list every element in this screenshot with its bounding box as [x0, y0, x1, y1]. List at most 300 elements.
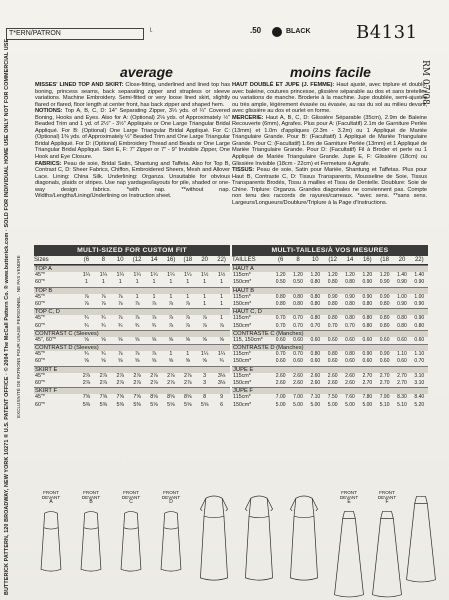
table-cell: 0.60 [293, 358, 303, 365]
table-cell: ⅝ [202, 336, 207, 343]
garment-sketch-icon [72, 506, 110, 600]
table-cell: 0.80 [293, 300, 303, 307]
table-cell: 1 [203, 279, 207, 286]
pattern-number: B4131 [356, 22, 418, 43]
table-cell: 2⅞ [167, 380, 175, 386]
table-cell: 5.00 [293, 401, 303, 408]
table-cell: 2⅞ [99, 372, 108, 379]
table-cell: 0.80 [345, 279, 355, 286]
table-cell: 0.80 [379, 300, 390, 307]
table-cell: 2⅞ [82, 372, 91, 379]
table-cell: 0.80 [310, 293, 321, 300]
sketch-line [407, 504, 436, 582]
table-cell: 1.20 [345, 272, 355, 279]
table-cell: 5⅝ [200, 401, 209, 408]
table-cell: ⅞ [101, 293, 106, 300]
fabric-width-label: 60"* [35, 322, 46, 329]
table-cell: 3.10 [414, 380, 425, 386]
table-cell: ¾ [84, 322, 89, 329]
table-cell: ⅝ [151, 358, 157, 365]
table-cell: 2⅞ [184, 380, 192, 386]
table-row [34, 323, 230, 330]
table-cell: 0.70 [275, 322, 286, 329]
size-header-cell: (6 [83, 257, 90, 263]
fabric-width-label: 150cm* [233, 279, 252, 286]
table-cell: 1.20 [362, 272, 373, 279]
table-row [232, 279, 428, 286]
table-body [34, 265, 230, 409]
table-cell: ⅝ [185, 336, 191, 343]
size-header-cell: 20 [398, 257, 406, 263]
table-group-name: CONTRAST D (Sleeves) [34, 344, 230, 351]
size-header-cell: 22) [217, 257, 226, 263]
table-cell: ⅞ [84, 300, 89, 307]
table-cell: ⅝ [185, 358, 191, 365]
table-row [232, 402, 428, 409]
view-devant-label: DEVANT [339, 495, 359, 500]
fabric-width-label: 115cm* [233, 272, 251, 279]
table-row [232, 380, 428, 387]
table-row [232, 394, 428, 401]
table-cell: ¾ [151, 322, 157, 329]
table-cell: 0.80 [345, 300, 355, 307]
sketch-line [343, 511, 356, 518]
table-row [34, 351, 230, 358]
garment-sketch-icon [195, 491, 233, 586]
table-cell: 0.60 [379, 358, 390, 365]
notions-paragraph: MERCERIE: Haut A, B, C, D: Glissière Séparable (35cm), 2.9m de Baleine Recouverte (6mm), Agrafes. Plus pour A: (Facultatif) 2.1m de Garniture Perlée (13mm) et 1.0m d'appliques (2.3m - 3.2m) ou 1 Appliqué de Mariée Triangulaire Grande. Pour B: (Facultatif) 1 Appliqué de Mariée Triangulaire Grande. Pour C: (Facultatif) 1.6m de Garniture Perlée (13mm) et 1 Appliqué de Mariée Triangulaire Grande. Pour D: (Facultatif) Fil à Broder et perle ou 1 Appliqué de Mariée Triangulaire Grande. Jupe E, F: Glissière (18cm) ou Glissière Invisible (18cm - 22cm) et Fermeture à Agrafe. [232, 114, 427, 167]
table-cell: 0.90 [327, 293, 338, 300]
table-cell: ⅞ [117, 351, 123, 358]
table-cell: ⅞ [185, 315, 191, 322]
view-front-label: FRONT [123, 490, 139, 495]
table-cell: 5.00 [345, 401, 355, 408]
table-cell: 1¼ [82, 272, 91, 279]
table-cell: 0.90 [414, 315, 425, 322]
fabric-width-label: 45"* [35, 372, 46, 379]
garment-sketch-icon [112, 506, 150, 600]
size-header-label: TAILLES [232, 257, 256, 263]
sketch-line [381, 511, 394, 518]
table-cell: 0.70 [414, 358, 425, 365]
table-row [34, 380, 230, 387]
table-cell: 3.10 [414, 372, 425, 379]
table-cell: 2.70 [362, 372, 373, 379]
table-cell: 1.00 [397, 293, 407, 300]
garment-view [195, 490, 233, 586]
table-cell: ¾ [84, 351, 89, 358]
table-cell: 2.60 [293, 372, 303, 379]
table-cell: 0.80 [275, 293, 286, 300]
table-cell: 0.80 [345, 351, 355, 358]
table-cell: 5.10 [379, 401, 390, 408]
table-cell: ⅞ [101, 300, 106, 307]
table-cell: 5.10 [397, 401, 407, 408]
table-cell: 0.80 [327, 351, 338, 358]
garment-view [330, 490, 368, 600]
table-cell: 0.60 [362, 358, 373, 365]
table-cell: 1 [101, 279, 105, 286]
size-header-row [34, 256, 230, 265]
sketch-line [41, 528, 61, 571]
view-front-label: FRONT [163, 490, 179, 495]
side-code: RM 07/08 [420, 60, 430, 105]
table-cell: 1¼ [99, 272, 108, 279]
sketch-line [124, 511, 138, 529]
table-cell: 8 [203, 394, 207, 401]
table-cell: ⅝ [117, 358, 123, 365]
table-cell: 0.90 [379, 351, 390, 358]
garment-sketch-icon [32, 506, 70, 600]
size-header-cell: 10 [116, 257, 124, 263]
table-cell: 1 [220, 300, 224, 307]
table-cell: 1½ [200, 272, 209, 279]
fabric-width-label: 60"* [35, 401, 46, 408]
table-cell: ⅝ [134, 358, 140, 365]
garment-sketch-icon [330, 506, 368, 600]
envelope-header [0, 0, 449, 62]
table-cell: 1 [135, 279, 139, 286]
table-row [232, 315, 428, 322]
table-cell: 0.60 [397, 358, 407, 365]
table-cell: 5⅜ [99, 401, 108, 408]
table-cell: 2.70 [397, 380, 407, 386]
french-description [232, 82, 427, 206]
table-cell: ⅞ [134, 315, 140, 322]
table-row [34, 294, 230, 301]
table-cell: 1 [152, 279, 156, 286]
garment-line-drawings [30, 490, 440, 600]
table-cell: 1¼ [133, 272, 141, 279]
table-cell: 0.80 [310, 315, 321, 322]
table-cell: 0.80 [293, 293, 303, 300]
garment-view [240, 490, 278, 586]
table-cell: 7⅝ [99, 394, 108, 401]
table-cell: 2.60 [327, 380, 338, 386]
difficulty-english: average [120, 64, 173, 80]
table-cell: 1.40 [414, 272, 425, 279]
table-cell: 5⅜ [133, 401, 141, 408]
table-cell: 0.70 [293, 351, 303, 358]
garment-view [152, 490, 190, 600]
view-devant-label: DEVANT [121, 495, 141, 500]
garment-sketch-icon [152, 506, 190, 600]
table-row [232, 337, 428, 344]
table-cell: 2.60 [275, 372, 286, 379]
table-title: MULTI-TAILLES/À VOS MESURES [232, 245, 428, 256]
table-row [34, 272, 230, 279]
table-cell: 0.80 [275, 300, 286, 307]
size-header-cell: (18 [380, 257, 389, 263]
table-cell: ¾ [101, 322, 106, 329]
table-cell: ⅝ [84, 358, 89, 365]
view-devant-label: DEVANT [81, 495, 101, 500]
table-cell: 7⅝ [82, 394, 91, 401]
table-cell: ⅝ [202, 358, 207, 365]
table-row [34, 315, 230, 322]
fabric-width-label: 45"* [35, 394, 46, 401]
sketch-line [200, 516, 227, 580]
table-cell: ⅝ [168, 336, 174, 343]
table-cell: 0.70 [345, 322, 355, 329]
table-cell: 0.70 [293, 322, 303, 329]
table-cell: 0.60 [414, 336, 425, 343]
table-group-name: SKIRT E [34, 366, 230, 373]
fabric-width-label: 150cm* [233, 300, 252, 307]
table-row [34, 301, 230, 308]
table-cell: 2⅞ [99, 380, 108, 386]
table-cell: 2⅞ [184, 372, 192, 379]
table-row [232, 272, 428, 279]
table-cell: 0.60 [379, 336, 390, 343]
table-cell: 0.80 [379, 315, 390, 322]
fabric-width-label: 45"* [35, 315, 46, 322]
fabric-width-label: 115, 150cm* [233, 336, 263, 343]
table-cell: 0.60 [327, 358, 338, 365]
table-cell: 0.60 [293, 336, 303, 343]
fabric-width-label: 45"* [35, 293, 46, 300]
size-header-row [232, 256, 428, 265]
table-cell: 1 [152, 293, 156, 300]
sketch-line [294, 496, 314, 518]
fabric-width-label: 60"* [35, 300, 46, 307]
table-cell: ⅝ [101, 336, 106, 343]
table-cell: ⅝ [84, 336, 89, 343]
table-cell: 3 [203, 380, 207, 386]
table-cell: 2.60 [293, 380, 303, 386]
table-cell: 8⅝ [150, 394, 158, 401]
sketch-line [81, 528, 101, 571]
notions-paragraph: NOTIONS: Top A, B, C, D: 14" Separating Zipper, 3⅓ yds. of ¼" Covered Boning, Hooks and Eyes. Also for A: (Optional) 2⅛ yds. of Approximately ½" Beaded Trim and 1 yd. of 2½" - 3½" Appliqués or One Large Triangular Bridal Appliqué. For B: (Optional) One Large Triangular Bridal Appliqué. For C: (Optional) 1⅜ yds. of Approximately ½" Beaded Trim and One Large Triangular Bridal Appliqué. For D: (Optional) Embroidery Thread and Beads or One Large Triangular Bridal Appliqué. Skirt E, F: 7" Zipper or 7" - 9" Invisible Zipper, One Hook and Eye Closure. [35, 108, 230, 161]
table-cell: 8.40 [414, 394, 425, 401]
table-cell: 1.20 [327, 272, 338, 279]
table-cell: 2⅞ [116, 380, 124, 386]
fabric-width-label: 115cm* [233, 293, 251, 300]
table-cell: 5⅝ [184, 401, 192, 408]
table-cell: 1.10 [414, 351, 425, 358]
table-cell: 0.80 [414, 322, 425, 329]
sketch-line [161, 528, 181, 571]
table-cell: 7⅝ [133, 394, 141, 401]
fabric-width-label: 115cm* [233, 315, 251, 322]
table-group-name: HAUT C, D [232, 308, 428, 315]
garment-view [112, 490, 150, 600]
garment-sketch-icon [402, 491, 440, 586]
size-header-cell: 10 [311, 257, 319, 263]
table-cell: 1 [203, 293, 207, 300]
table-cell: 0.80 [310, 351, 321, 358]
table-cell: 0.80 [397, 322, 407, 329]
table-cell: 0.80 [379, 322, 390, 329]
table-cell: 0.90 [414, 300, 425, 307]
table-cell: 0.80 [327, 315, 338, 322]
table-row [232, 373, 428, 380]
size-header-cell: 8 [296, 257, 300, 263]
table-cell: 1 [169, 279, 173, 286]
table-cell: 5.20 [414, 401, 425, 408]
english-description [35, 82, 230, 200]
table-cell: 6 [220, 401, 224, 408]
table-row [34, 337, 230, 344]
table-cell: 2.60 [310, 372, 321, 379]
table-group-name: CONTRASTE C (Manches) [232, 330, 428, 337]
table-cell: 0.80 [362, 322, 373, 329]
table-group-name: TOP A [34, 265, 230, 272]
table-cell: ⅞ [151, 315, 157, 322]
table-cell: 0.60 [310, 336, 321, 343]
table-cell: ⅞ [202, 315, 207, 322]
size-header-cell: (12 [132, 257, 142, 263]
table-cell: 0.90 [345, 293, 355, 300]
table-row [232, 358, 428, 365]
sketch-line [164, 511, 178, 529]
table-cell: 1 [135, 293, 139, 300]
table-cell: 2.60 [327, 372, 338, 379]
table-cell: 0.60 [362, 336, 373, 343]
table-cell: 5⅜ [116, 401, 124, 408]
table-cell: 0.60 [397, 336, 407, 343]
table-cell: 2⅞ [82, 380, 91, 386]
table-cell: 0.80 [310, 300, 321, 307]
table-group-name: TOP B [34, 287, 230, 294]
table-cell: 2.70 [379, 372, 390, 379]
table-cell: 1.20 [275, 272, 286, 279]
table-cell: 1 [220, 279, 224, 286]
table-cell: 0.70 [275, 351, 286, 358]
size-header-cell: (6 [277, 257, 284, 263]
fabric-width-label: 150cm* [233, 380, 252, 386]
table-cell: 2.60 [345, 372, 355, 379]
table-cell: ⅞ [219, 322, 224, 329]
view-letter: E [347, 499, 351, 505]
table-cell: 1 [220, 293, 224, 300]
color-label: BLACK [286, 28, 311, 35]
table-cell: 0.80 [310, 279, 321, 286]
table-cell: 0.70 [327, 322, 338, 329]
table-cell: 5.00 [275, 401, 286, 408]
table-cell: 0.80 [327, 300, 338, 307]
size-header-cell: 16) [362, 257, 372, 263]
table-cell: 0.90 [414, 279, 425, 286]
table-cell: 0.70 [293, 315, 303, 322]
table-row [232, 301, 428, 308]
table-cell: 8⅝ [167, 394, 175, 401]
table-cell: 2.70 [362, 380, 373, 386]
garment-sketch-icon [368, 506, 406, 600]
sketch-line [84, 511, 98, 529]
view-letter: A [49, 499, 53, 505]
table-cell: 2⅞ [133, 380, 141, 386]
table-cell: 2.60 [310, 380, 321, 386]
table-cell: 0.50 [293, 279, 303, 286]
fabrics-paragraph: TISSUS: Peau de soie, Satin pour Mariée, Shantung et Taffetas. Plus pour Haut B, Contraste C, D: Tissus Transparents, Mousseline de Soie, Tissus Transparents Brodés, Tissu à mailles et Tissu de Dentelle. Doublure: Soie de Chine. Triplure: Organza. Grandes diagonales ne conviennent pas. Compte non tenu des raccords de rayures/carreaux. *avec sens. **sans sens. Largeurs/Longueurs/Doublure/Triplure à la Page d'Instructions. [232, 167, 427, 206]
table-cell: ⅞ [168, 300, 174, 307]
fabric-width-label: 150cm* [233, 401, 252, 408]
view-letter: F [385, 499, 389, 505]
size-header-cell: (18 [183, 257, 193, 263]
table-cell: 9 [220, 394, 224, 401]
table-group-name: JUPE F [232, 387, 428, 394]
fabric-width-label: 60"* [35, 279, 46, 286]
fabric-width-label: 45"* [35, 272, 46, 279]
table-cell: ⅞ [151, 300, 157, 307]
table-cell: ⅝ [117, 336, 123, 343]
garment-view [368, 490, 406, 600]
sketch-line [415, 496, 428, 503]
table-cell: 7.50 [327, 394, 338, 401]
fabrics-paragraph: FABRICS: Peau de soie, Bridal Satin, Shantung and Taffeta. Also for Top B, Contrast C, D: Sheer Fabrics, Chiffon, Embroidered Sheers, Mesh and Allover Lace. Lining: China Silk. Underlining: Organza. Unsuitable for obvious diagonals, plaids or stripes. Use nap yardages/layouts for pile, shaded or one-way design fabrics. *with nap. **without nap. Widths/Lengths/Lining/Underlining on Instruction sheet. [35, 160, 230, 200]
yardage-table-english [34, 245, 230, 409]
copyright-notice: EXCLUSIVITÉ DE PATRONS POUR USAGE PERSONNEL · NE PAS VENDRE [16, 255, 21, 418]
table-cell: ⅞ [117, 293, 123, 300]
brand-box: T*ERN/PATRON [6, 28, 144, 40]
brand-mark: ᴸ [150, 28, 153, 35]
table-cell: 2.70 [397, 372, 407, 379]
size-header-label: Sizes [34, 257, 49, 263]
table-cell: ¾ [134, 322, 140, 329]
table-cell: 5.00 [362, 401, 373, 408]
table-cell: 1.20 [293, 272, 303, 279]
sketch-line [245, 516, 272, 580]
table-cell: 2⅞ [150, 372, 158, 379]
table-cell: 1¼ [217, 351, 226, 358]
table-cell: ⅞ [185, 300, 191, 307]
garment-view [32, 490, 70, 600]
table-cell: 0.60 [345, 358, 355, 365]
table-cell: ⅝ [168, 358, 174, 365]
size-header-cell: 14 [150, 257, 158, 263]
fabric-width-label: 60"* [35, 380, 46, 386]
table-row [34, 402, 230, 409]
color-dot-icon [272, 27, 282, 37]
table-cell: ⅞ [134, 300, 140, 307]
sketch-line [121, 528, 141, 571]
table-cell: 0.80 [397, 315, 407, 322]
table-cell: 2⅞ [167, 372, 175, 379]
table-cell: 7.60 [345, 394, 355, 401]
table-cell: 2.60 [275, 380, 286, 386]
table-cell: 1½ [217, 272, 226, 279]
view-front-label: FRONT [83, 490, 99, 495]
table-cell: ⅞ [168, 315, 174, 322]
size-header-cell: (12 [328, 257, 337, 263]
table-cell: 5⅜ [82, 401, 91, 408]
table-group-name: TOP C, D [34, 308, 230, 315]
table-cell: ¾ [101, 351, 106, 358]
table-cell: 0.90 [379, 279, 390, 286]
table-cell: 0.70 [275, 315, 286, 322]
table-row [34, 279, 230, 286]
fabric-width-label: 115cm* [233, 394, 251, 401]
table-cell: ⅞ [151, 351, 157, 358]
view-letter: B [89, 499, 93, 505]
view-letter: D [169, 499, 173, 505]
table-row [34, 394, 230, 401]
garment-view [402, 490, 440, 586]
table-cell: 8⅝ [184, 394, 192, 401]
table-cell: 0.80 [327, 279, 338, 286]
table-row [232, 294, 428, 301]
table-cell: 7.80 [362, 394, 373, 401]
table-row [34, 358, 230, 365]
table-cell: 2⅞ [133, 372, 141, 379]
table-cell: 1¼ [116, 272, 124, 279]
table-cell: 1 [84, 279, 88, 286]
table-cell: 5⅝ [150, 401, 158, 408]
table-cell: 3 [203, 372, 207, 379]
table-cell: 1.00 [414, 293, 425, 300]
table-cell: ⅞ [84, 293, 89, 300]
